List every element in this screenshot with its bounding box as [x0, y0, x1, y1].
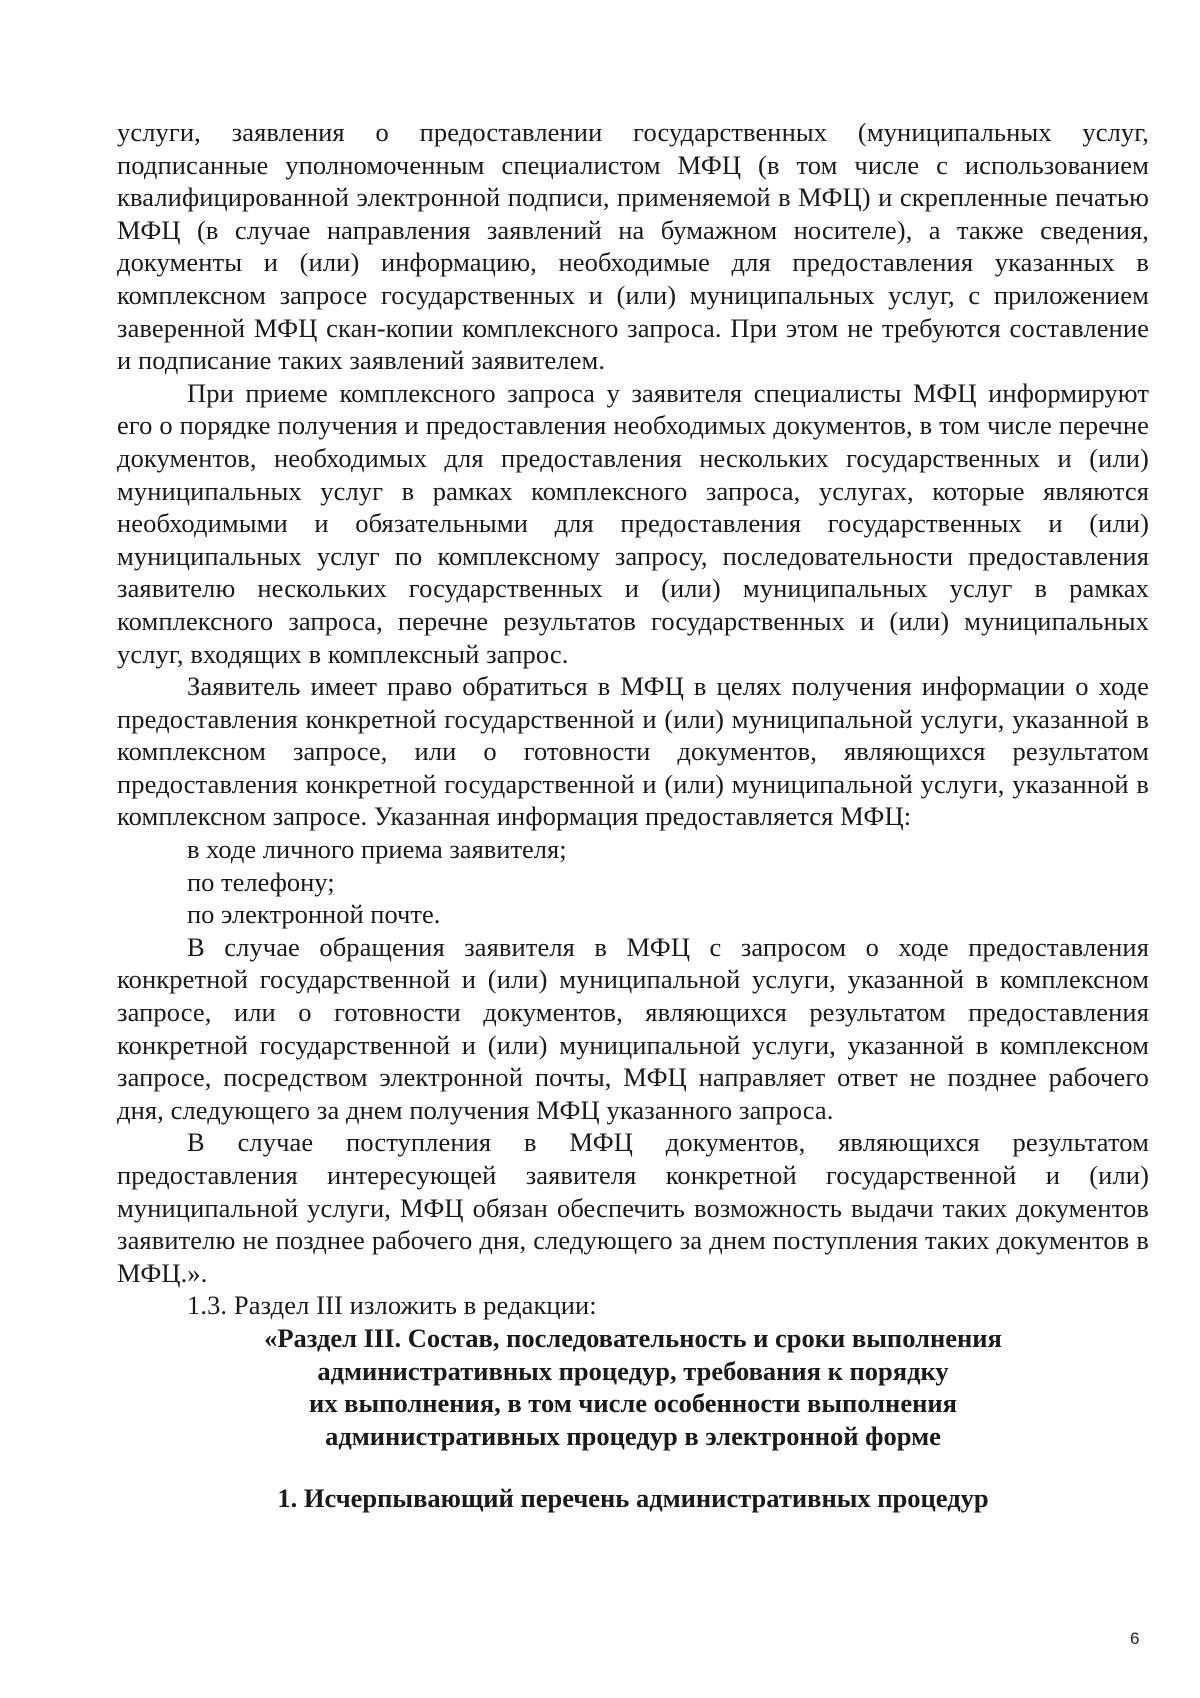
section-heading-line: административных процедур, требования к порядку [317, 1355, 949, 1386]
section-heading-line: их выполнения, в том числе особенности выполнения [309, 1388, 957, 1419]
paragraph-email-response: В случае обращения заявителя в МФЦ с запросом о ходе предоставления конкретной государственной и (или) муниципальной услуги, указанной в комплексном запросе, или о готовности документов, являющихся результатом предоставления конкретной государственной и (или) муниципальной услуги, указанной в комплексном запросе, посредством электронной почты, МФЦ направляет ответ не позднее рабочего дня, следующего за днем получения МФЦ указанного запроса. [117, 931, 1149, 1125]
section-heading-line: административных процедур в электронной форме [325, 1420, 941, 1451]
section-heading-line: «Раздел III. Состав, последовательность и сроки выполнения [264, 1322, 1002, 1353]
heading-spacer [117, 1452, 1149, 1482]
paragraph-document-issue: В случае поступления в МФЦ документов, являющихся результатом предоставления интересующей заявителя конкретной государственной и (или) муниципальной услуги, МФЦ обязан обеспечить возможность выдачи таких документов заявителю не позднее рабочего дня, следующего за днем поступления таких документов в МФЦ.». [117, 1127, 1149, 1288]
paragraph-applicant-rights: Заявитель имеет право обратиться в МФЦ в целях получения информации о ходе предоставления конкретной государственной и (или) муниципальной услуги, указанной в комплексном запросе, или о готовности документов, являющихся результатом предоставления конкретной государственной и (или) муниципальной услуги, указанной в комплексном запросе. Указанная информация предоставляется МФЦ: [117, 671, 1149, 832]
paragraph-complex-request-info: При приеме комплексного запроса у заявителя специалисты МФЦ информируют его о порядке получения и предоставления необходимых документов, в том числе перечне документов, необходимых для предоставления нескольких государственных и (или) муниципальных услуг в рамках комплексного запроса, услугах, которые являются необходимыми и обязательными для предоставления государственных и (или) муниципальных услуг по комплексному запросу, последовательности предоставления заявителю нескольких государственных и (или) муниципальных услуг в рамках комплексного запроса, перечне результатов государственных и (или) муниципальных услуг, входящих в комплексный запрос. [117, 377, 1149, 669]
subheading: 1. Исчерпывающий перечень административных процедур [277, 1483, 989, 1514]
list-item-personal-reception: в ходе личного приема заявителя; [187, 834, 567, 865]
page-number: 6 [1130, 1629, 1140, 1648]
paragraph-continuation: услуги, заявления о предоставлении государственных (муниципальных услуг, подписанные уполномоченным специалистом МФЦ (в том числе с использованием квалифицированной электронной подписи, применяемой в МФЦ) и скрепленные печатью МФЦ (в случае направления заявлений на бумажном носителе), а также сведения, документы и (или) информацию, необходимые для предоставления указанных в комплексном запросе государственных и (или) муниципальных услуг, с приложением заверенной МФЦ скан-копии комплексного запроса. При этом не требуются составление и подписание таких заявлений заявителем. [117, 117, 1149, 376]
paragraph-section-amendment: 1.3. Раздел III изложить в редакции: [187, 1290, 597, 1321]
list-item-phone: по телефону; [187, 866, 335, 897]
section-heading [117, 1322, 1149, 1452]
document-page [117, 116, 1149, 1515]
list-item-email: по электронной почте. [187, 899, 441, 930]
